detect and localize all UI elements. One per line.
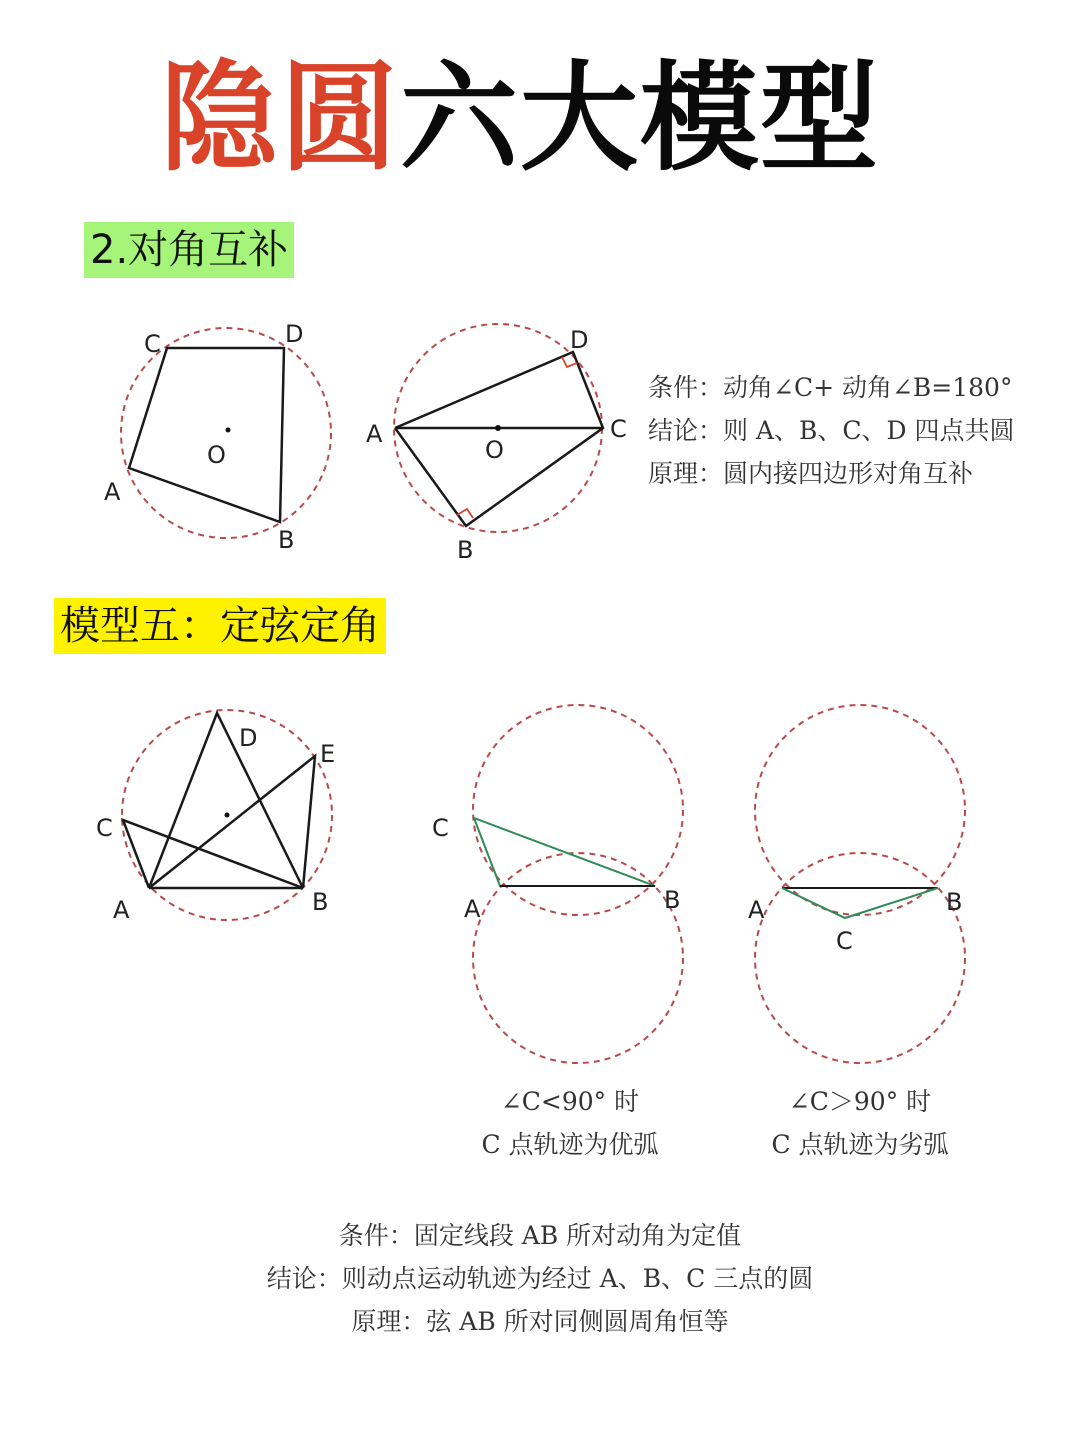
label-o: O bbox=[207, 441, 226, 469]
label-a: A bbox=[748, 896, 765, 924]
label-o: O bbox=[485, 436, 504, 464]
label-d: D bbox=[285, 320, 304, 348]
label-c: C bbox=[836, 927, 853, 955]
label-b: B bbox=[457, 536, 474, 564]
info-condition: 条件：固定线段 AB 所对动角为定值 bbox=[338, 1221, 742, 1250]
caption-obtuse bbox=[730, 1080, 990, 1166]
section2-info bbox=[0, 1214, 1080, 1343]
figure-obtuse-minor-arc bbox=[740, 700, 990, 1070]
center-point bbox=[226, 428, 231, 433]
info-principle: 原理：弦 AB 所对同侧圆周角恒等 bbox=[351, 1307, 729, 1336]
triangle-c bbox=[123, 820, 303, 888]
dashed-circle bbox=[121, 328, 331, 538]
section1-info bbox=[648, 366, 1015, 495]
quadrilateral bbox=[129, 348, 284, 522]
center-point bbox=[495, 425, 501, 431]
label-c: C bbox=[144, 330, 161, 358]
label-d: D bbox=[570, 326, 589, 354]
label-b: B bbox=[278, 526, 295, 554]
caption-obtuse-line2: C 点轨迹为劣弧 bbox=[771, 1130, 949, 1159]
label-a: A bbox=[104, 478, 121, 506]
label-c: C bbox=[96, 814, 113, 842]
caption-acute-line1: ∠C<90° 时 bbox=[500, 1087, 640, 1116]
label-e: E bbox=[320, 740, 336, 768]
info-condition: 条件：动角∠C+ 动角∠B=180° bbox=[648, 373, 1013, 402]
label-a: A bbox=[464, 895, 481, 923]
label-a: A bbox=[366, 420, 383, 448]
figure-cyclic-quadrilateral bbox=[100, 310, 350, 570]
page-title bbox=[160, 48, 880, 188]
triangle-d bbox=[149, 713, 303, 888]
info-principle: 原理：圆内接四边形对角互补 bbox=[648, 459, 974, 488]
info-conclusion: 结论：则动点运动轨迹为经过 A、B、C 三点的圆 bbox=[266, 1264, 814, 1293]
label-b: B bbox=[946, 888, 963, 916]
center-point bbox=[225, 813, 230, 818]
triangle-abc bbox=[474, 818, 655, 886]
section-tag-fixed-chord-angle: 模型五：定弦定角 bbox=[54, 598, 386, 654]
caption-acute-line2: C 点轨迹为优弧 bbox=[481, 1130, 659, 1159]
label-c: C bbox=[432, 814, 449, 842]
label-b: B bbox=[312, 888, 329, 916]
label-d: D bbox=[239, 724, 258, 752]
figure-acute-major-arc bbox=[420, 700, 710, 1070]
figure-inscribed-angles bbox=[90, 700, 350, 930]
label-c: C bbox=[610, 415, 627, 443]
label-b: B bbox=[664, 886, 681, 914]
section-tag-diagonal-complement: 2.对角互补 bbox=[84, 222, 294, 278]
figure-right-angle-quadrilateral bbox=[360, 320, 640, 570]
info-conclusion: 结论：则 A、B、C、D 四点共圆 bbox=[648, 416, 1015, 445]
title-highlight: 隐圆 bbox=[160, 49, 401, 187]
caption-obtuse-line1: ∠C＞90° 时 bbox=[788, 1087, 932, 1116]
caption-acute bbox=[440, 1080, 700, 1166]
label-a: A bbox=[113, 896, 130, 924]
angle-c bbox=[782, 888, 938, 918]
title-rest: 六大模型 bbox=[400, 49, 881, 187]
